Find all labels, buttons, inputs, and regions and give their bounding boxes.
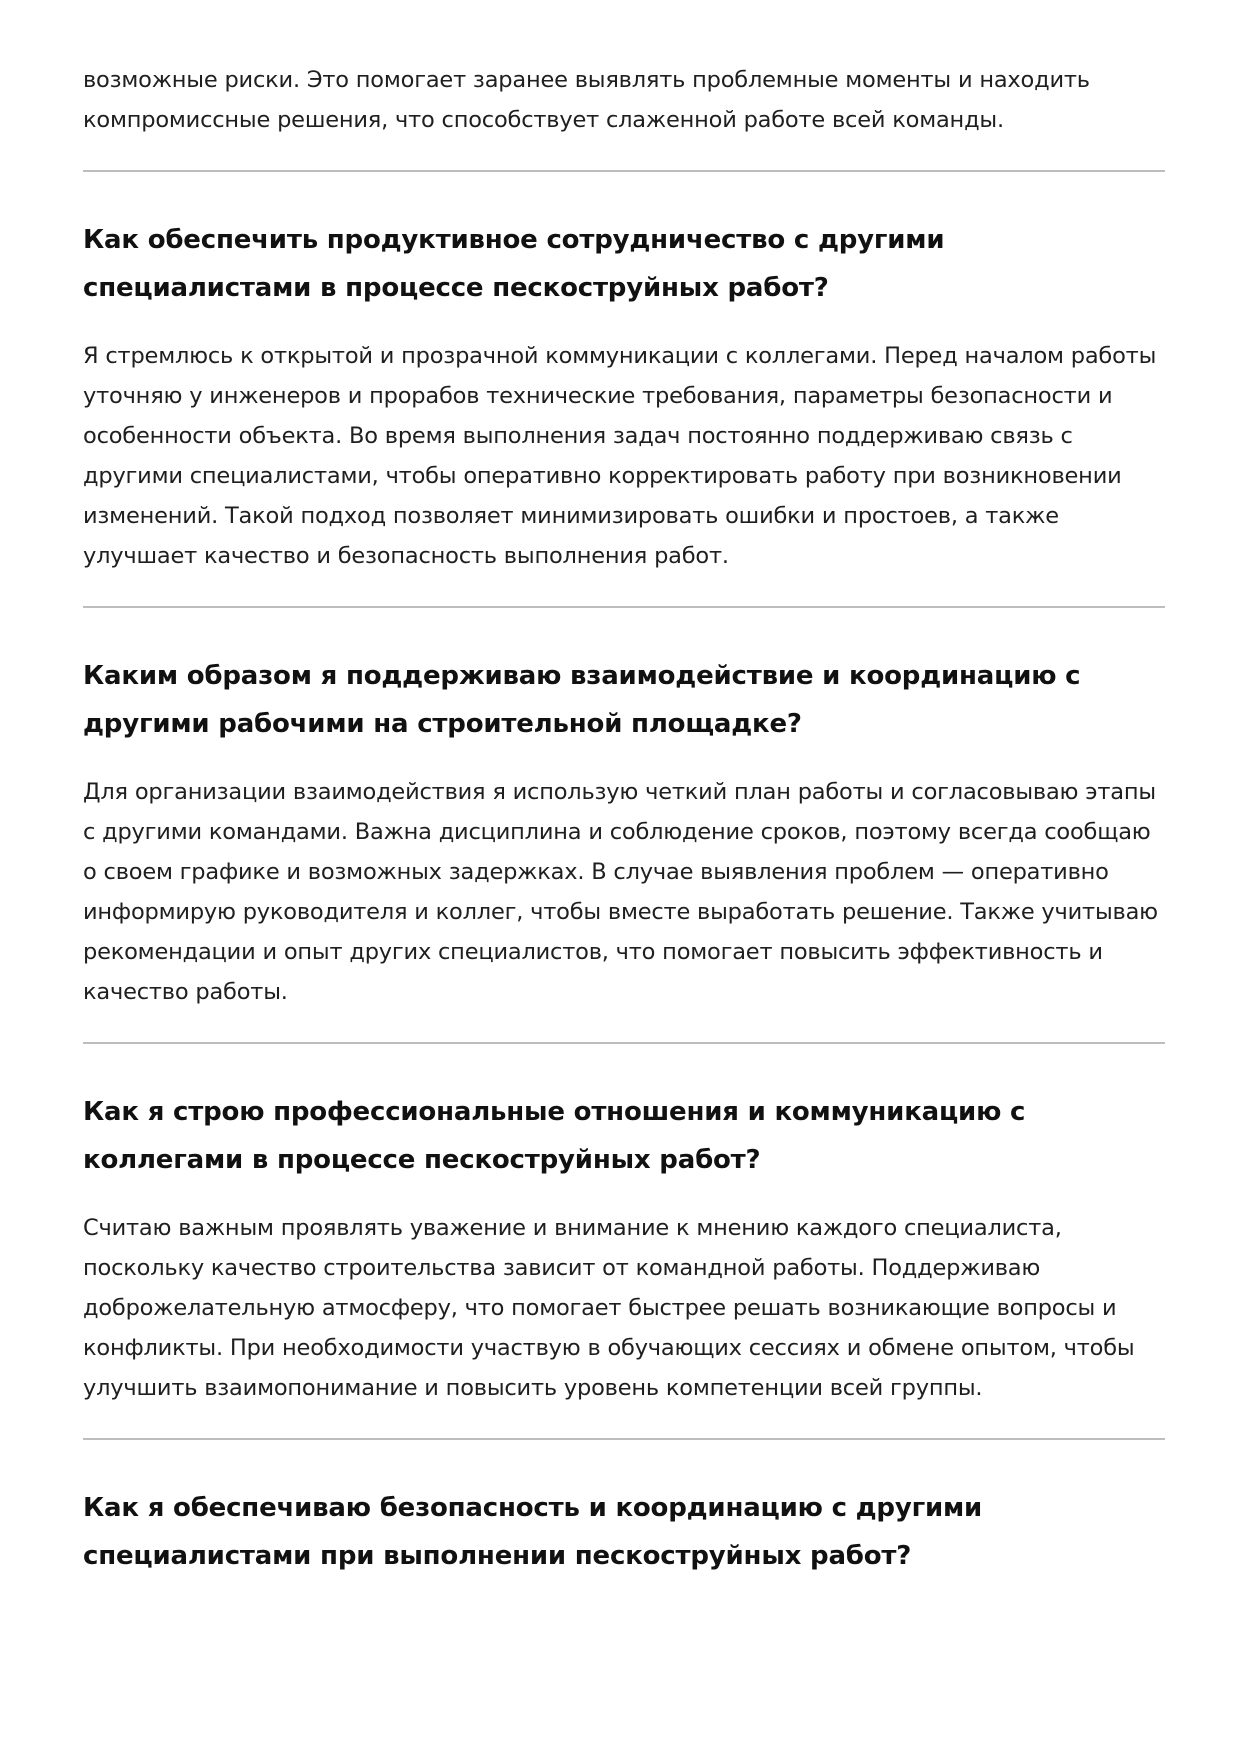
- qa-section-1: [83, 172, 1165, 576]
- question-heading: Как я строю профессиональные отношения и коммуникацию с коллегами в процессе пескоструйных работ?: [83, 1097, 1026, 1175]
- question-heading: Каким образом я поддерживаю взаимодействие и координацию с другими рабочими на строительной площадке?: [83, 661, 1081, 739]
- qa-section-2: [83, 608, 1165, 1012]
- answer-paragraph: Я стремлюсь к открытой и прозрачной коммуникации с коллегами. Перед началом работы уточняю у инженеров и прорабов технические требования, параметры безопасности и особенности объекта. Во время выполнения задач постоянно поддерживаю связь с другими специалистами, чтобы оперативно корректировать работу при возникновении изменений. Такой подход позволяет минимизировать ошибки и простоев, а также улучшает качество и безопасность выполнения работ.: [83, 343, 1157, 569]
- qa-section-4: [83, 1440, 1165, 1580]
- answer-paragraph: Считаю важным проявлять уважение и внимание к мнению каждого специалиста, поскольку качество строительства зависит от командной работы. Поддерживаю доброжелательную атмосферу, что помогает быстрее решать возникающие вопросы и конфликты. При необходимости участвую в обучающих сессиях и обмене опытом, чтобы улучшить взаимопонимание и повысить уровень компетенции всей группы.: [83, 1215, 1135, 1401]
- answer-paragraph: Для организации взаимодействия я использую четкий план работы и согласовываю этапы с другими командами. Важна дисциплина и соблюдение сроков, поэтому всегда сообщаю о своем графике и возможных задержках. В случае выявления проблем — оперативно информирую руководителя и коллег, чтобы вместе выработать решение. Также учитываю рекомендации и опыт других специалистов, что помогает повысить эффективность и качество работы.: [83, 779, 1158, 1005]
- document-page: [83, 0, 1165, 1580]
- lead-paragraph: возможные риски. Это помогает заранее выявлять проблемные моменты и находить компромиссные решения, что способствует слаженной работе всей команды.: [83, 67, 1090, 133]
- qa-section-3: [83, 1044, 1165, 1408]
- question-heading: Как обеспечить продуктивное сотрудничество с другими специалистами в процессе пескоструйных работ?: [83, 225, 945, 303]
- question-heading: Как я обеспечиваю безопасность и координацию с другими специалистами при выполнении пескоструйных работ?: [83, 1493, 983, 1571]
